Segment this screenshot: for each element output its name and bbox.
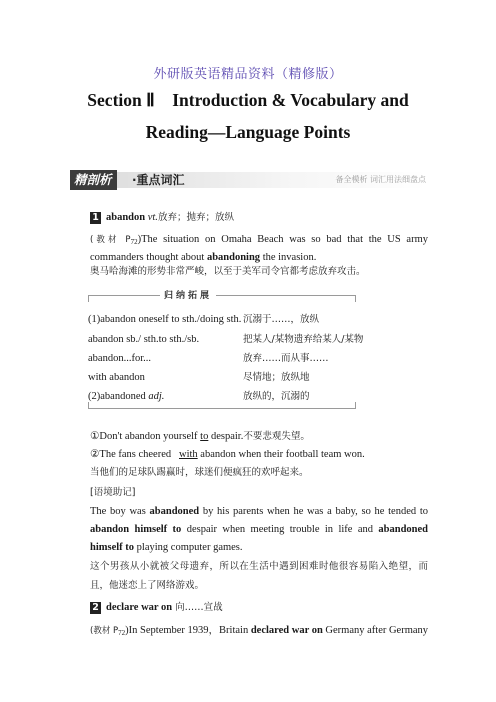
example-tail: the invasion.: [260, 252, 317, 263]
headword: abandon: [106, 212, 146, 223]
entry-number-badge: 2: [90, 602, 101, 614]
phrase-en: (1)abandon oneself to sth./doing sth.: [88, 314, 242, 325]
headword-meaning: 向……宣战: [172, 602, 223, 613]
source-close: ): [137, 234, 142, 245]
example-sentence-2-translation: 当他们的足球队踢赢时，球迷们便疯狂的欢呼起来。: [90, 467, 309, 478]
example-sentence-2-rest: with abandon when their football team won.: [179, 449, 365, 460]
phrase-cn: 尽情地；放纵地: [243, 372, 310, 383]
box-corner: [88, 402, 89, 409]
part-of-speech: vt.: [147, 212, 158, 223]
source-page: 72: [130, 238, 138, 246]
section-strip: [70, 170, 426, 190]
entry-abandon-heading: [90, 210, 428, 225]
section-title: Section Ⅱ Introduction & Vocabulary and: [87, 90, 409, 110]
headword: declare war on: [106, 602, 173, 613]
phrase-en: (2)abandoned adj.: [88, 391, 165, 402]
phrase-en: with abandon: [88, 372, 145, 383]
textbook-example-2: (教材 P72)In September 1939，Britain declared war on Germany after Germany: [90, 625, 428, 637]
box-corner: [355, 295, 356, 302]
strip-note: 备全模析 词汇用法细盘点: [335, 175, 426, 184]
strip-heading: ·重点词汇: [132, 173, 185, 187]
source-label: (教材 P: [90, 235, 131, 245]
example-translation: 奥马哈海滩的形势非常严峻，以至于美军司令官都考虑放弃攻击。: [90, 266, 366, 277]
phrase-en: abandon...for...: [88, 353, 151, 364]
memory-aid-label: [语境助记]: [90, 487, 136, 498]
strip-label: 精剖析: [70, 170, 117, 190]
box-corner: [88, 295, 89, 302]
entry-number-badge: 1: [90, 212, 101, 224]
entry-declare-war-heading: [90, 600, 428, 615]
example-sentence-2: ②The fans cheered: [90, 449, 172, 460]
phrase-en: abandon sb./ sth.to sth./sb.: [88, 334, 200, 345]
phrase-cn: 放弃……而从事……: [243, 353, 329, 364]
textbook-example: [90, 232, 428, 265]
box-top-rule: [88, 295, 356, 296]
summary-box: [88, 291, 364, 409]
box-corner: [355, 402, 356, 409]
headword-meaning: 放弃；抛弃；放纵: [157, 212, 234, 223]
summary-tag: 归纳拓展: [160, 288, 216, 301]
memory-aid-text: The boy was abandoned by his parents when he was a baby, so he tended to abandon himself to despair when meeting trouble in life and abandoned himself to playing computer games.: [90, 506, 428, 553]
example-text: The situation on Omaha Beach was so bad that the US army commanders thought about: [90, 234, 428, 263]
phrase-cn: 沉溺于……，放纵: [243, 314, 320, 325]
example-sentence-1: ①Don't abandon yourself to despair.不要悲观失望。: [90, 431, 310, 442]
example-keyword: abandoning: [206, 252, 261, 263]
memory-aid-translation: 这个男孩从小就被父母遗弃，所以在生活中遇到困难时他很容易陷入绝望，而且，他迷恋上了网络游戏。: [90, 561, 428, 591]
banner-title: 外研版英语精品资料（精修版）: [153, 67, 343, 82]
phrase-cn: 把某人/某物遗弃给某人/某物: [243, 334, 364, 345]
box-bottom-rule: [88, 408, 356, 409]
phrase-cn: 放纵的，沉溺的: [243, 391, 310, 402]
section-subtitle: Reading—Language Points: [145, 122, 351, 142]
